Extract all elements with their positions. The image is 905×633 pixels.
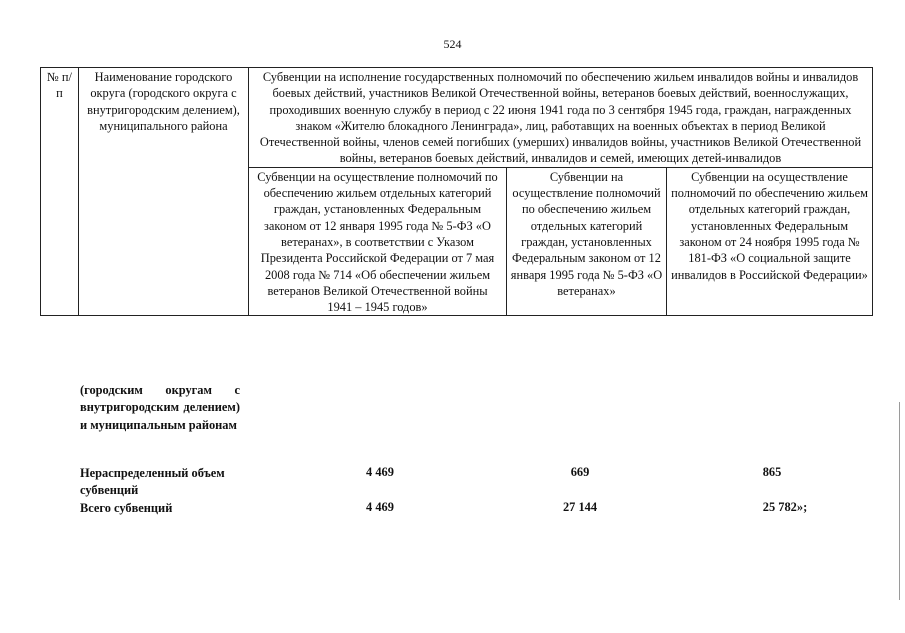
header-subsidies-main: Субвенции на исполнение государственных полномочий по обеспечению жильем инвалидов войны и инвалидов боевых действий, участников Великой Отечественной войны, ветеранов боевых действий, военнослужащих, проходивших военную службу в период с 22 июня 1941 года по 3 сентября 1945 года, граждан, награжденных знаком «Жителю блокадного Ленинграда», лиц, работавщих на военных объектах в период Великой Отечественной войны, членов семей погибших (умерших) инвалидов войны, участников Великой Отечественной войны, ветеранов боевых действий, инвалидов и семей, имеющих детей-инвалидов xyxy=(259,70,862,166)
page-number: 524 xyxy=(443,37,462,51)
subsidies-table xyxy=(40,67,873,316)
row-label-undistributed: Нераспределенный объем субвенций xyxy=(80,466,225,498)
header-row-main xyxy=(41,68,873,168)
header-sub2-cell xyxy=(507,167,667,316)
header-name: Наименование городского округа (городского округа с внутригородским делением), муниципального района xyxy=(87,70,240,133)
header-number: № п/п xyxy=(47,70,72,101)
scan-edge-line xyxy=(899,402,900,600)
row-label-total: Всего субвенций xyxy=(80,501,173,515)
value-total-col3: 25 782»; xyxy=(762,500,808,514)
value-total-col2: 27 144 xyxy=(562,500,598,514)
header-number-cell xyxy=(41,68,79,316)
value-undistributed-col3: 865 xyxy=(762,465,782,479)
header-subsidies-cell xyxy=(249,68,873,168)
value-total-col1: 4 469 xyxy=(366,500,394,514)
continuation-name-tail: (городским округам с внутригородским делением) и муниципальным районам xyxy=(80,383,240,432)
header-name-cell xyxy=(79,68,249,316)
value-undistributed-col1: 4 469 xyxy=(366,465,394,479)
header-sub2: Субвенции на осуществление полномочий по обеспечению жильем отдельных категорий граждан, установленных Федеральным законом от 12 января 1995 года № 5-ФЗ «О ветеранах» xyxy=(510,169,663,298)
header-sub1-cell xyxy=(249,167,507,316)
header-sub1: Субвенции на осуществление полномочий по обеспечению жильем отдельных категорий граждан, установленных Федеральным законом от 12 января 1995 года № 5-ФЗ «О ветеранах», в соответствии с Указом Президента Российской Федерации от 7 мая 2008 года № 714 «Об обеспечении жильем ветеранов Великой Отечественной войны 1941 – 1945 годов» xyxy=(257,169,498,315)
header-sub3: Субвенции на осуществление полномочий по обеспечению жильем отдельных категорий граждан, установленных Федеральным законом от 24 ноября 1995 года № 181-ФЗ «О социальной защите инвалидов в Российской Федерации» xyxy=(671,169,868,282)
value-undistributed-col2: 669 xyxy=(570,465,590,479)
header-sub3-cell xyxy=(667,167,873,316)
